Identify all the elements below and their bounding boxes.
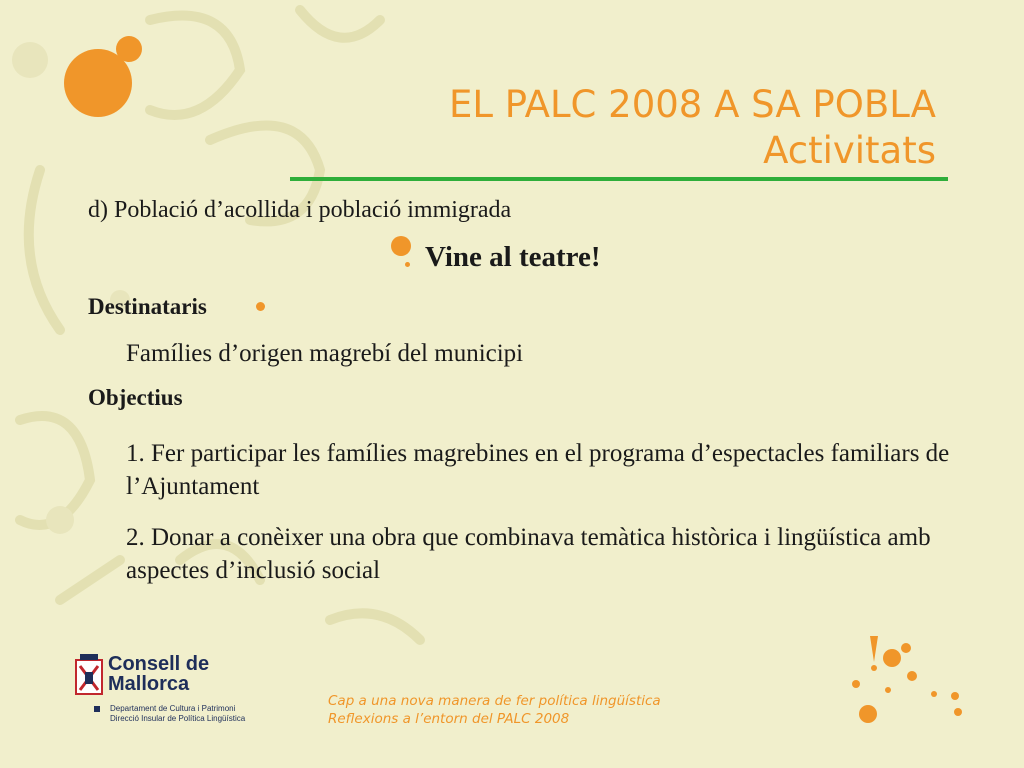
- coat-of-arms-icon: [74, 654, 104, 698]
- title-divider: [290, 177, 948, 181]
- section-label-objectius: Objectius: [88, 385, 183, 410]
- title-line-2: Activitats: [763, 129, 936, 172]
- activity-title: Vine al teatre!: [425, 241, 601, 273]
- subtitle: d) Població d’acollida i població immigrada: [88, 197, 512, 223]
- footer-text: [328, 692, 661, 728]
- logo-dept-line-1: Departament de Cultura i Patrimoni: [110, 704, 236, 713]
- logo-dept-line-2: Direcció Insular de Política Lingüística: [110, 714, 246, 723]
- objective-1: 1. Fer participar les famílies magrebines en el programa d’espectacles familiars de l’Ajuntament: [126, 440, 950, 500]
- decor-dot: [256, 302, 265, 311]
- destinataris-text: Famílies d’origen magrebí del municipi: [126, 340, 524, 367]
- orange-blob-logo: [58, 34, 148, 124]
- logo-square-icon: [94, 706, 100, 712]
- objective-2: 2. Donar a conèixer una obra que combinava temàtica històrica i lingüística amb aspectes d’inclusió social: [126, 524, 931, 584]
- logo-name-line-2: Mallorca: [108, 673, 190, 695]
- small-dot: [405, 262, 410, 267]
- bullet-dot: [391, 236, 411, 256]
- title-line-1: EL PALC 2008 A SA POBLA: [448, 83, 936, 126]
- footer-line-2: Reflexions a l’entorn del PALC 2008: [328, 711, 570, 727]
- slide-title: [449, 82, 936, 174]
- orange-dots-decoration: [840, 628, 970, 728]
- consell-logo: [74, 653, 246, 723]
- footer-line-1: Cap a una nova manera de fer política lingüística: [328, 693, 661, 709]
- section-label-destinataris: Destinataris: [88, 294, 207, 319]
- logo-name-line-1: Consell de: [108, 653, 210, 675]
